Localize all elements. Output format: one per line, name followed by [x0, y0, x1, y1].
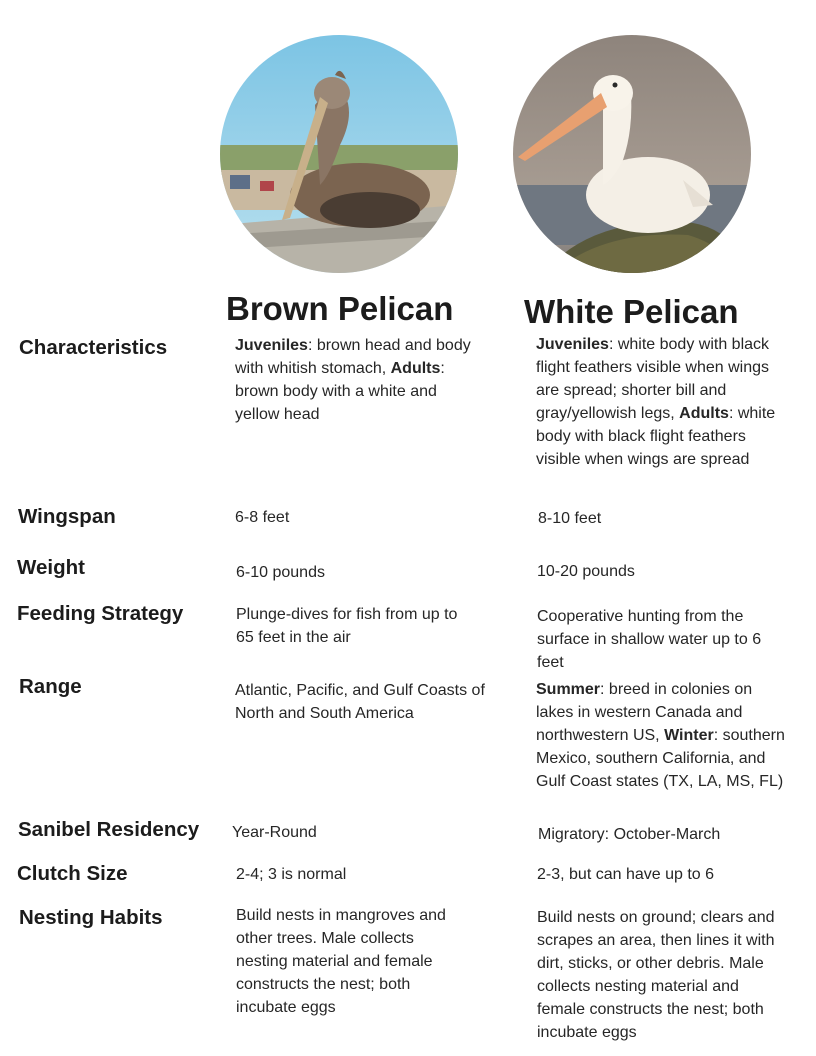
brown-pelican-title: Brown Pelican	[226, 290, 454, 327]
row-label-range: Range	[19, 675, 82, 698]
white-weight: 10-20 pounds	[537, 563, 635, 580]
brown-pelican-photo	[220, 35, 458, 273]
brown-feeding-strategy: Plunge-dives for fish from up to 65 feet in the air	[236, 606, 458, 646]
brown-clutch-size: 2-4; 3 is normal	[236, 866, 347, 883]
brown-wingspan: 6-8 feet	[235, 509, 290, 526]
white-pelican-title: White Pelican	[524, 293, 739, 330]
row-label-nesting-habits: Nesting Habits	[19, 906, 163, 929]
white-pelican-photo	[513, 35, 751, 273]
white-characteristics: Juveniles: white body with black flight feathers visible when wings are spread; shorter bill and gray/yellowish legs, Adults: white body with black flight feathers visible when wings are spread	[536, 336, 776, 468]
white-range: Summer: breed in colonies on lakes in western Canada and northwestern US, Winter: southern Mexico, southern California, and Gulf Coast states (TX, LA, MS, FL)	[536, 681, 785, 790]
row-label-wingspan: Wingspan	[18, 505, 116, 528]
white-clutch-size: 2-3, but can have up to 6	[537, 866, 715, 883]
brown-sanibel-residency: Year-Round	[232, 824, 317, 841]
brown-range: Atlantic, Pacific, and Gulf Coasts of North and South America	[235, 682, 485, 722]
white-nesting-habits: Build nests on ground; clears and scrapes an area, then lines it with dirt, sticks, or other debris. Male collects nesting material and female constructs the nest; both incubate eggs	[537, 909, 775, 1041]
brown-weight: 6-10 pounds	[236, 564, 325, 581]
row-label-sanibel-residency: Sanibel Residency	[18, 818, 200, 841]
white-sanibel-residency: Migratory: October-March	[538, 826, 721, 843]
white-feeding-strategy: Cooperative hunting from the surface in shallow water up to 6 feet	[537, 608, 762, 671]
white-wingspan: 8-10 feet	[538, 510, 602, 527]
row-label-clutch-size: Clutch Size	[17, 862, 128, 885]
row-label-characteristics: Characteristics	[19, 336, 168, 359]
row-label-feeding-strategy: Feeding Strategy	[17, 602, 184, 625]
row-label-weight: Weight	[17, 556, 85, 579]
brown-characteristics: Juveniles: brown head and body with whitish stomach, Adults: brown body with a white and yellow head	[235, 337, 471, 423]
brown-nesting-habits: Build nests in mangroves and other trees. Male collects nesting material and female constructs the nest; both incubate eggs	[236, 907, 446, 1016]
